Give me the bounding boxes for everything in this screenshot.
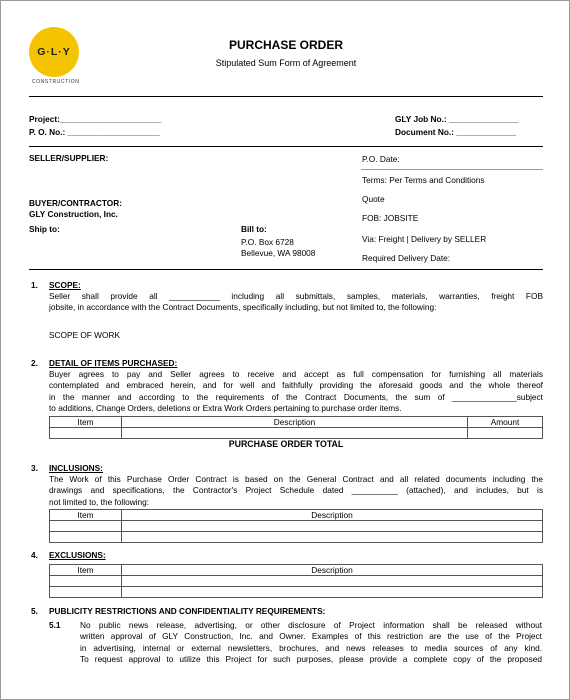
section-5-1-number: 5.1 (49, 620, 61, 630)
table-row[interactable] (50, 576, 543, 587)
parties-rule (29, 269, 543, 270)
section-2-number: 2. (31, 358, 38, 368)
section-1-number: 1. (31, 280, 38, 290)
section-1-text: Seller shall provide all ___________ including all submittals, samples, materials, warranties, freight FOB jobsite, in accordance with the Contract Documents, specifically including, but not limited to, the following: (49, 291, 543, 313)
page-subtitle: Stipulated Sum Form of Agreement (215, 58, 357, 68)
buyer-name: GLY Construction, Inc. (29, 209, 118, 219)
scope-of-work: SCOPE OF WORK (49, 330, 120, 340)
seller-label: SELLER/SUPPLIER: (29, 153, 109, 163)
gly-job-field[interactable]: GLY Job No.: _______________ (395, 114, 519, 124)
fob-text: FOB: JOBSITE (362, 213, 419, 223)
purchase-order-total: PURCHASE ORDER TOTAL (228, 439, 344, 449)
items-table (49, 416, 543, 439)
bill-to-line2: Bellevue, WA 98008 (241, 248, 316, 258)
amount-header: Amount (468, 417, 543, 428)
bill-to-label: Bill to: (241, 224, 267, 234)
terms-text: Terms: Per Terms and Conditions (362, 175, 485, 185)
gly-logo-icon (29, 27, 79, 77)
inclusions-table (49, 509, 543, 543)
via-text: Via: Freight | Delivery by SELLER (362, 234, 487, 244)
ship-to-label: Ship to: (29, 224, 60, 234)
exclusions-table (49, 564, 543, 598)
table-row[interactable] (50, 521, 543, 532)
required-delivery-label: Required Delivery Date: (362, 253, 451, 263)
table-header-row (50, 510, 543, 521)
project-field[interactable]: Project:______________________ (29, 114, 162, 124)
section-4-title: EXCLUSIONS: (49, 550, 106, 560)
header-rule (29, 96, 543, 97)
section-5-1-text: No public news release, advertising, or other disclosure of Project information shall be released without written approval of GLY Construction, Inc. and Owner. Examples of this restriction are the use of the Project in advertising, internal or external newsletters, brochures, and news releases to media sources of any kind. To request approval to utilize this Project for such purposes, please provide a complete copy of the proposed (80, 620, 542, 664)
section-2-title: DETAIL OF ITEMS PURCHASED: (49, 358, 178, 368)
table-header-row (50, 417, 543, 428)
section-5-number: 5. (31, 606, 38, 616)
right-col-divider (361, 169, 543, 170)
table-row[interactable] (50, 428, 543, 439)
description-header: Description (122, 417, 468, 428)
po-date-label: P.O. Date: (362, 154, 400, 164)
buyer-label: BUYER/CONTRACTOR: (29, 198, 122, 208)
logo-letters: G·L·Y (37, 46, 71, 58)
description-header: Description (122, 510, 543, 521)
fields-rule (29, 146, 543, 147)
description-header: Description (122, 565, 543, 576)
section-4-number: 4. (31, 550, 38, 560)
section-5-title: PUBLICITY RESTRICTIONS AND CONFIDENTIALITY REQUIREMENTS: (49, 606, 326, 616)
section-2-text: Buyer agrees to pay and Seller agrees to receive and accept as full compensation for furnishing all materials contemplated and embraced herein, and for well and faithfully providing the aforesaid goods and the whole thereof in the manner and according to the requirements of the Contract Documents, the sum of ______________subject to additions, Change Orders, deletions or Extra Work Orders pertaining to purchase order items. (49, 369, 543, 413)
table-row[interactable] (50, 587, 543, 598)
section-3-title: INCLUSIONS: (49, 463, 103, 473)
po-number-field[interactable]: P. O. No.: ____________________ (29, 127, 160, 137)
item-header: Item (50, 417, 122, 428)
document-number-field[interactable]: Document No.: _____________ (395, 127, 517, 137)
logo-caption: CONSTRUCTION (32, 79, 80, 85)
item-header: Item (50, 565, 122, 576)
page-title: PURCHASE ORDER (228, 38, 343, 52)
section-3-number: 3. (31, 463, 38, 473)
section-1-title: SCOPE: (49, 280, 81, 290)
quote-label: Quote (362, 194, 385, 204)
table-row[interactable] (50, 532, 543, 543)
bill-to-line1: P.O. Box 6728 (241, 237, 294, 247)
table-header-row (50, 565, 543, 576)
section-3-text: The Work of this Purchase Order Contract is based on the General Contract and all related documents including the drawings and specifications, the Contractor's Project Schedule dated __________ (attached), and includes, but is not limited to, the following: (49, 474, 543, 507)
item-header: Item (50, 510, 122, 521)
